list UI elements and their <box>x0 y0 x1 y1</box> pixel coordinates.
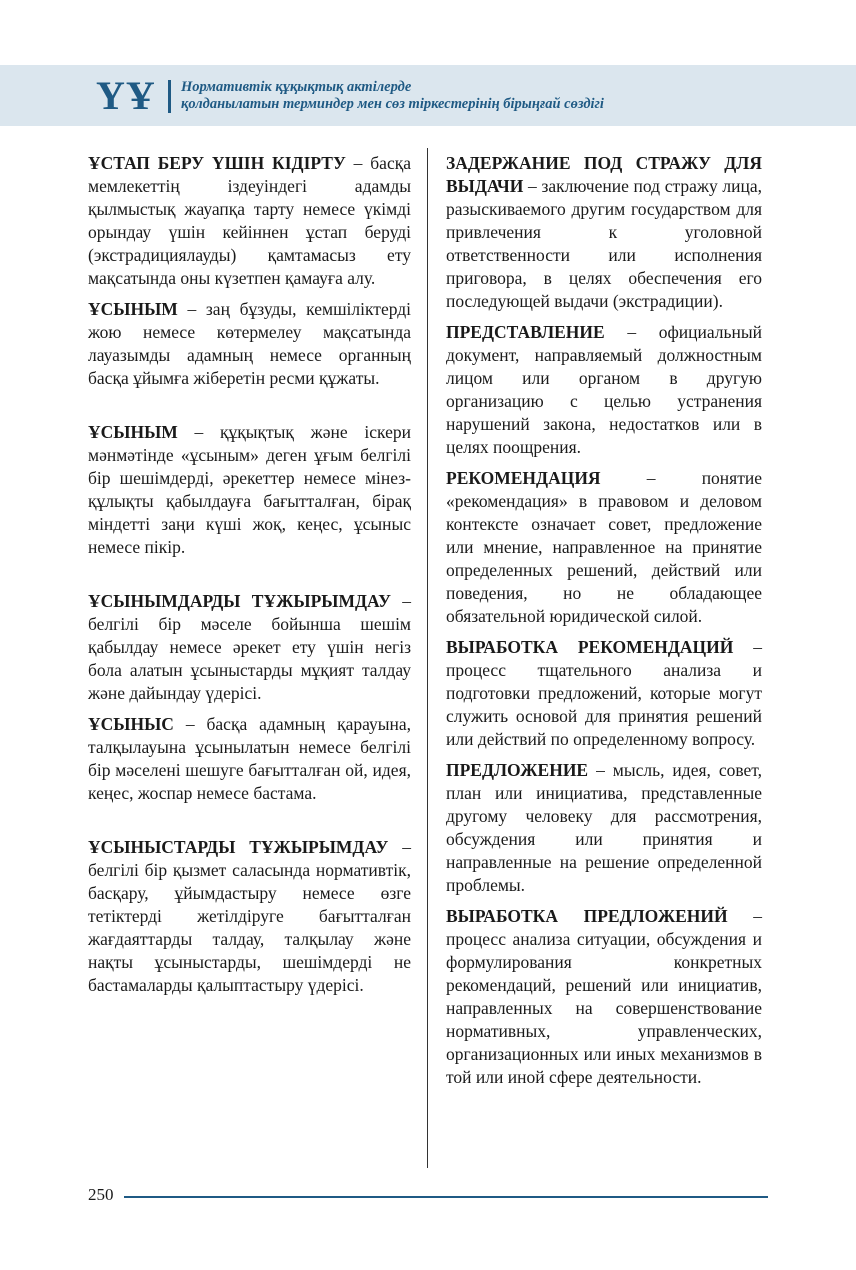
dictionary-entry <box>446 636 762 751</box>
entry-definition: – басқа мемлекеттің іздеуіндегі адамды қылмыстық жауапқа тарту немесе үкімді орындау үшін кейіннен ұстап беруді (экстрадициялауды) қамтамасыз ету мақсатында оны күзетпен қамауға алу. <box>88 153 411 288</box>
entry-definition: – заң бұзуды, кемшіліктерді жою немесе көтермелеу мақсатында лауазымды адамның немесе органның басқа ұйымға жіберетін ресми құжаты. <box>88 299 411 388</box>
entry-definition: – заключение под стражу лица, разыскиваемого другим государством для привлечения к уголовной ответственности или исполнения приговора, в целях обеспечения его последующей выдачи (экстрадиции). <box>446 176 762 311</box>
running-header <box>181 79 604 113</box>
entry-definition: – белгілі бір мәселе бойынша шешім қабылдау немесе әрекет ету үшін негіз бола алатын ұсыныстарды мұқият талдау және дайындау үдерісі. <box>88 591 411 703</box>
russian-column <box>446 152 762 1097</box>
dictionary-entry <box>88 836 411 997</box>
entry-definition: – басқа адамның қарауына, талқылауына ұсынылатын немесе белгілі бір мәселені шешуге бағытталған ой, идея, кеңес, жоспар немесе бастама. <box>88 714 411 803</box>
entry-term: ҰСЫНЫМ <box>88 299 178 319</box>
dictionary-entry <box>88 152 411 290</box>
dictionary-entry <box>88 298 411 390</box>
entry-definition: – понятие «рекомендация» в правовом и деловом контексте означает совет, предложение или мнение, направленное на принятие определенных решений, действий или поведения, но не обладающее обязательной юридической силой. <box>446 468 762 626</box>
dictionary-entry <box>88 421 411 559</box>
entry-term: ВЫРАБОТКА ПРЕДЛОЖЕНИЙ <box>446 906 728 926</box>
page-number: 250 <box>88 1185 114 1204</box>
entry-definition: – официальный документ, направляемый должностным лицом или органом в другую организацию с целью устранения нарушений закона, недостатков или в целях поощрения. <box>446 322 762 457</box>
kazakh-column <box>88 152 411 1005</box>
entry-term: ҰСЫНЫСТАРДЫ ТҰЖЫРЫМДАУ <box>88 837 389 857</box>
entry-term: ҰСЫНЫС <box>88 714 174 734</box>
dictionary-entry <box>446 467 762 628</box>
entry-term: ҰСТАП БЕРУ ҮШІН КІДІРТУ <box>88 153 346 173</box>
entry-term: ҰСЫНЫМ <box>88 422 178 442</box>
entry-definition: – белгілі бір қызмет саласында нормативтік, басқару, ұйымдастыру немесе өзге тетіктерді жетілдіруге бағытталған жағдаяттарды талдау, талқылау және нақты ұсыныстарды, шешімдерді не бастамаларды қалыптастыру үдерісі. <box>88 837 412 995</box>
header-divider <box>168 80 171 113</box>
dictionary-entry <box>446 152 762 313</box>
footer-rule <box>124 1196 768 1198</box>
entry-definition: – мысль, идея, совет, план или инициатива, представленные другому человеку для рассмотрения, обсуждения или принятия и направленные на решение определенной проблемы. <box>446 760 762 895</box>
entry-term: ПРЕДЛОЖЕНИЕ <box>446 760 589 780</box>
entry-term: ҰСЫНЫМДАРДЫ ТҰЖЫРЫМДАУ <box>88 591 391 611</box>
dictionary-entry <box>88 713 411 805</box>
entry-term: ПРЕДСТАВЛЕНИЕ <box>446 322 605 342</box>
entry-definition: – құқықтық және іскери мәнмәтінде «ұсыным» деген ұғым белгілі бір шешімдерді, әрекеттер немесе мінез-құлықты қабылдауға бағытталған, бірақ міндетті заңи күші жоқ, кеңес, ұсыныс немесе пікір. <box>88 422 411 557</box>
dictionary-entry <box>446 759 762 897</box>
column-divider <box>427 148 428 1168</box>
running-header-line-2: қолданылатын терминдер мен сөз тіркестерінің бірыңғай сөздігі <box>181 96 604 112</box>
entry-term: РЕКОМЕНДАЦИЯ <box>446 468 601 488</box>
dictionary-entry <box>446 905 762 1089</box>
entry-term: ЗАДЕРЖАНИЕ ПОД СТРАЖУ ДЛЯ ВЫДАЧИ <box>446 153 762 196</box>
entry-definition: – процесс тщательного анализа и подготовки предложений, которые могут служить основой для принятия решений или действий по определенному вопросу. <box>446 637 762 749</box>
dictionary-entry <box>446 321 762 459</box>
section-letters: ҮҰ <box>96 73 156 118</box>
entry-term: ВЫРАБОТКА РЕКОМЕНДАЦИЙ <box>446 637 734 657</box>
dictionary-entry <box>88 590 411 705</box>
running-header-line-1: Нормативтік құқықтық актілерде <box>181 79 412 95</box>
entry-definition: – процесс анализа ситуации, обсуждения и формулирования конкретных рекомендаций, решений или инициатив, направленных на совершенствование нормативных, управленческих, организационных или иных механизмов в той или иной сфере деятельности. <box>446 906 762 1087</box>
